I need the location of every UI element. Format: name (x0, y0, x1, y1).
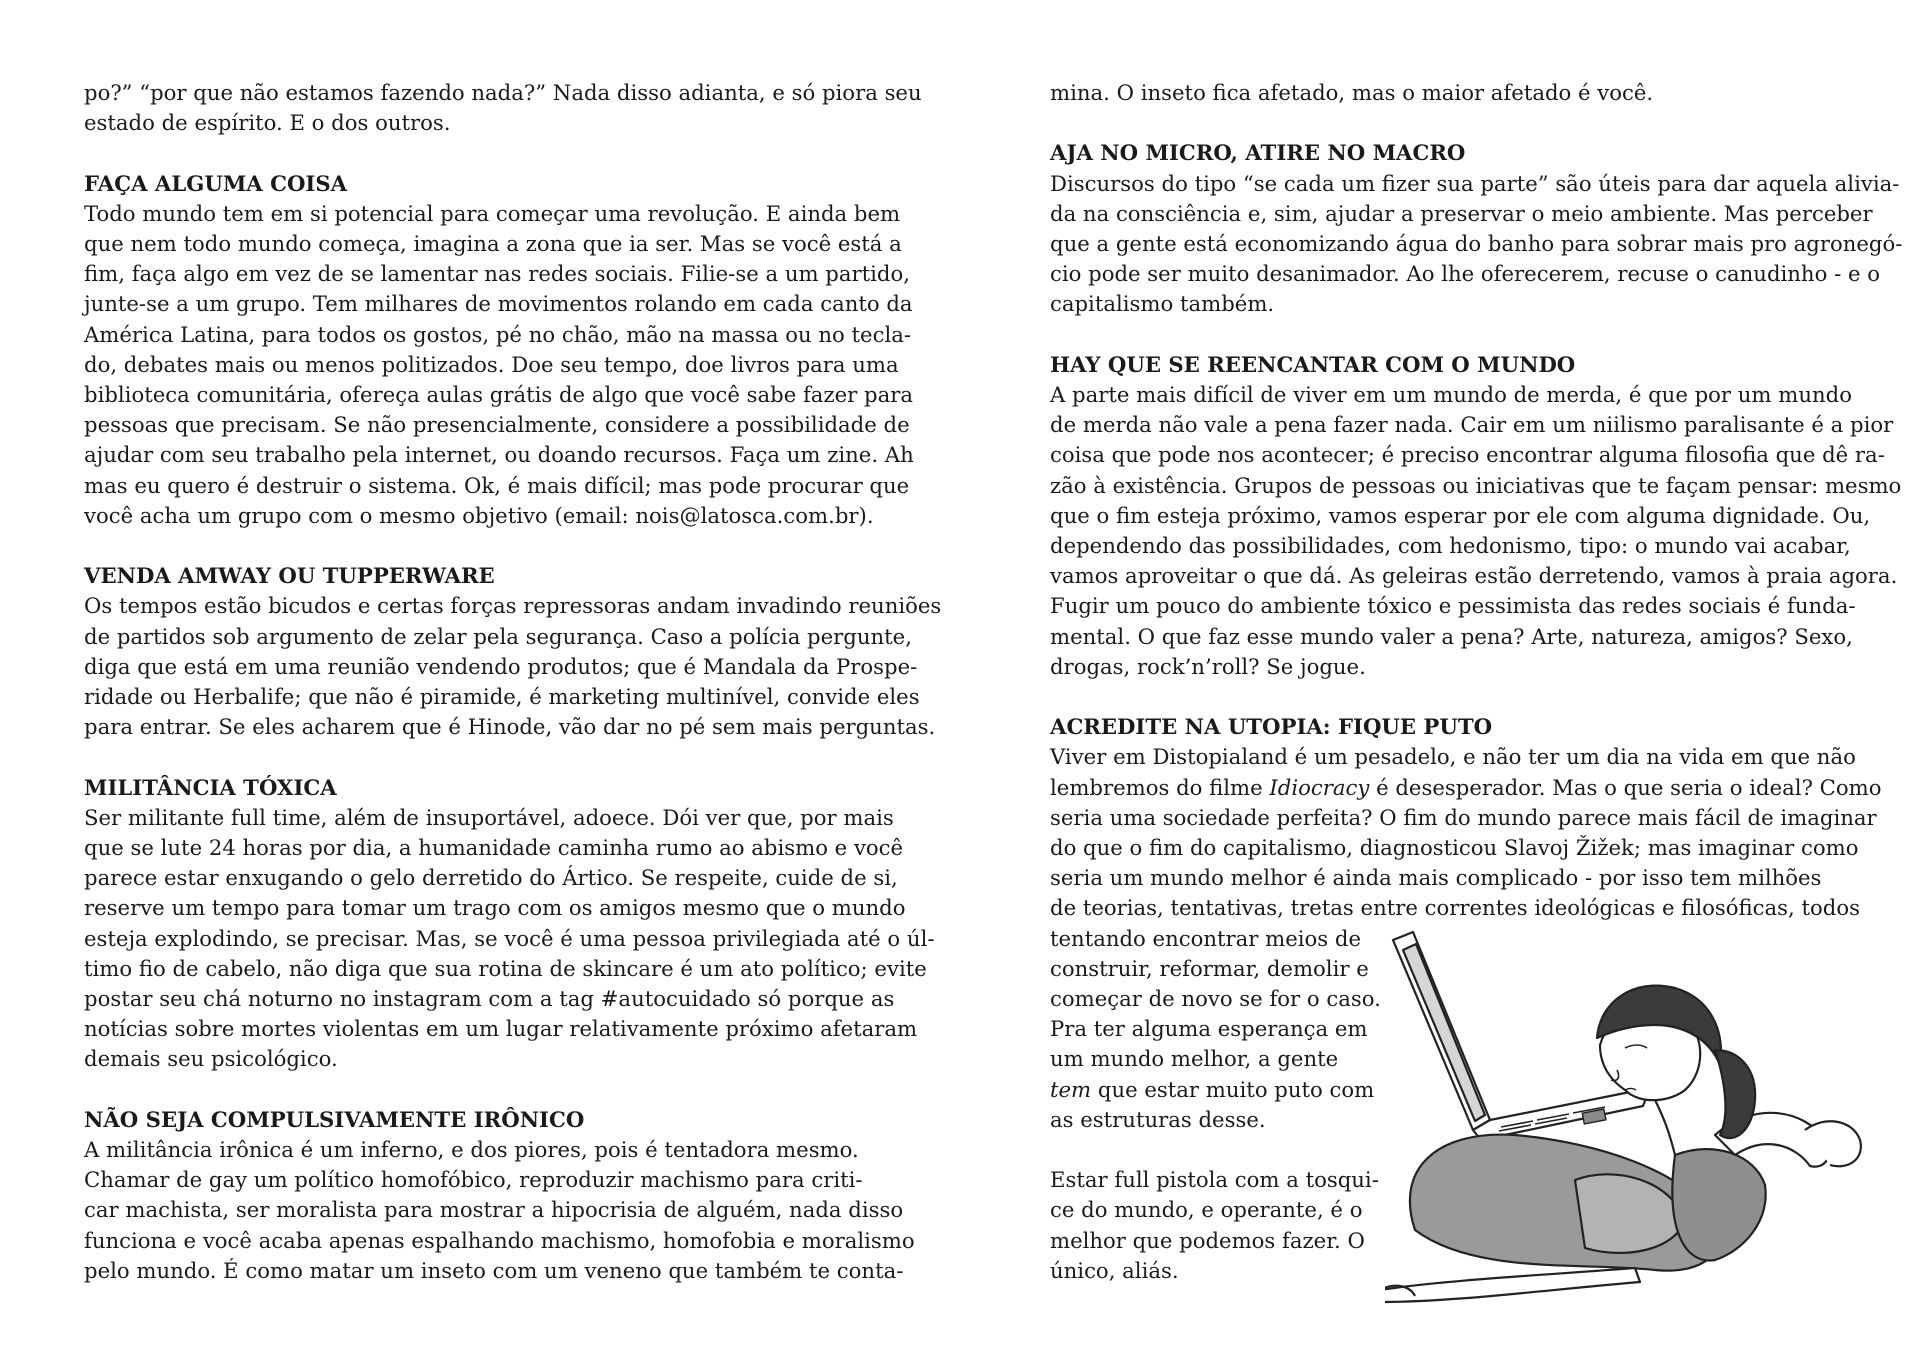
text-line: ajudar com seu trabalho pela internet, ou doando recursos. Faça um zine. Ah (84, 442, 914, 468)
text-line: seria uma sociedade perfeita? O fim do mundo parece mais fácil de imaginar (1050, 804, 1877, 830)
paragraph-gap (84, 138, 904, 168)
text-line: de merda não vale a pena fazer nada. Cair em um niilismo paralisante é a pior (1050, 412, 1894, 438)
text-line: Os tempos estão bicudos e certas forças repressoras andam invadindo reuniões (84, 593, 942, 619)
text-line: esteja explodindo, se precisar. Mas, se você é uma pessoa privilegiada até o úl- (84, 925, 935, 951)
text-line: cio pode ser muito desanimador. Ao lhe oferecerem, recuse o canudinho - e o (1050, 261, 1880, 287)
text-line: Ser militante full time, além de insuportável, adoece. Dói ver que, por mais (84, 804, 894, 830)
text-span: que estar muito puto com (1091, 1076, 1375, 1102)
text-line: que a gente está economizando água do banho para sobrar mais pro agronegó- (1050, 231, 1903, 256)
text-line: capitalismo também. (1050, 291, 1275, 317)
text-line: Pra ter alguma esperança em (1050, 1016, 1368, 1042)
section-heading: MILITÂNCIA TÓXICA (84, 774, 337, 800)
text-line: Fugir um pouco do ambiente tóxico e pessimista das redes sociais é funda- (1050, 593, 1856, 619)
text-line: notícias sobre mortes violentas em um lugar relativamente próximo afetaram (84, 1016, 918, 1042)
section-heading: ACREDITE NA UTOPIA: FIQUE PUTO (1050, 714, 1493, 740)
text-line: demais seu psicológico. (84, 1046, 338, 1072)
text-line: América Latina, para todos os gostos, pé no chão, mão na massa ou no tecla- (84, 321, 912, 347)
text-line: um mundo melhor, a gente (1050, 1046, 1339, 1072)
text-line: ridade ou Herbalife; que não é piramide, é marketing multinível, convide eles (84, 684, 920, 710)
paragraph-gap (1050, 108, 1860, 138)
text-line: Viver em Distopialand é um pesadelo, e não ter um dia na vida em que não (1050, 744, 1856, 770)
text-line: de partidos sob argumento de zelar pela segurança. Caso a polícia pergunte, (84, 623, 912, 649)
paragraph-gap (84, 531, 904, 561)
text-line: parece estar enxugando o gelo derretido do Ártico. Se respeite, cuide de si, (84, 865, 898, 891)
text-line: zão à existência. Grupos de pessoas ou iniciativas que te façam pensar: mesmo (1050, 472, 1902, 498)
text-line: começar de novo se for o caso. (1050, 986, 1381, 1012)
text-line: de teorias, tentativas, tretas entre correntes ideológicas e filosóficas, todos (1050, 895, 1860, 921)
text-line: A militância irônica é um inferno, e dos piores, pois é tentadora mesmo. (84, 1137, 859, 1163)
text-line: estado de espírito. E o dos outros. (84, 110, 451, 136)
text-line: reserve um tempo para tomar um trago com os amigos mesmo que o mundo (84, 895, 906, 921)
text-line: para entrar. Se eles acharem que é Hinode, vão dar no pé sem mais perguntas. (84, 714, 936, 740)
text-line (1050, 773, 1882, 803)
text-line: car machista, ser moralista para mostrar a hipocrisia de alguém, nada disso (84, 1197, 904, 1223)
text-line: do que o fim do capitalismo, diagnosticou Slavoj Žižek; mas imaginar como (1050, 835, 1859, 861)
text-span: lembremos do filme (1050, 774, 1270, 800)
text-line: que se lute 24 horas por dia, a humanidade caminha rumo ao abismo e você (84, 835, 904, 861)
section-heading: NÃO SEJA COMPULSIVAMENTE IRÔNICO (84, 1106, 585, 1132)
text-line: dependendo das possibilidades, com hedonismo, tipo: o mundo vai acabar, (1050, 533, 1851, 559)
figure-head (1597, 986, 1755, 1155)
text-line: junte-se a um grupo. Tem milhares de movimentos rolando em cada canto da (84, 291, 913, 317)
text-line: vamos aproveitar o que dá. As geleiras estão derretendo, vamos à praia agora. (1050, 563, 1898, 589)
text-line: Chamar de gay um político homofóbico, reproduzir machismo para criti- (84, 1167, 863, 1193)
text-line: construir, reformar, demolir e (1050, 955, 1369, 981)
text-line: Discursos do tipo “se cada um fizer sua parte” são úteis para dar aquela alivia- (1050, 170, 1900, 196)
paragraph-gap (1050, 320, 1860, 350)
text-line: Todo mundo tem em si potencial para começar uma revolução. E ainda bem (84, 200, 901, 226)
text-line: coisa que pode nos acontecer; é preciso encontrar alguma filosofia que dê ra- (1050, 442, 1885, 468)
text-line: mental. O que faz esse mundo valer a pena? Arte, natureza, amigos? Sexo, (1050, 623, 1853, 649)
text-line: funciona e você acaba apenas espalhando machismo, homofobia e moralismo (84, 1227, 915, 1253)
text-line: postar seu chá noturno no instagram com a tag #autocuidado só porque as (84, 986, 895, 1012)
text-line: pessoas que precisam. Se não presencialmente, considere a possibilidade de (84, 412, 910, 438)
figure-body (1385, 1113, 1861, 1302)
text-line: seria um mundo melhor é ainda mais complicado - por isso tem milhões (1050, 865, 1822, 891)
paragraph-gap (84, 1075, 904, 1105)
text-line: que nem todo mundo começa, imagina a zona que ia ser. Mas se você está a (84, 231, 902, 256)
text-line: pelo mundo. É como matar um inseto com um veneno que também te conta- (84, 1257, 904, 1283)
section-heading: HAY QUE SE REENCANTAR COM O MUNDO (1050, 351, 1576, 377)
text-line: diga que está em uma reunião vendendo produtos; que é Mandala da Prospe- (84, 653, 918, 679)
text-line: melhor que podemos fazer. O (1050, 1227, 1365, 1253)
text-line: as estruturas desse. (1050, 1106, 1266, 1132)
text-line: tentando encontrar meios de (1050, 925, 1362, 951)
text-line: drogas, rock’n’roll? Se jogue. (1050, 653, 1366, 679)
section-heading: VENDA AMWAY OU TUPPERWARE (84, 563, 495, 589)
text-line: Estar full pistola com a tosqui- (1050, 1167, 1379, 1193)
text-line: po?” “por que não estamos fazendo nada?” Nada disso adianta, e só piora seu (84, 80, 922, 105)
woman-laptop-illustration (1385, 930, 1905, 1320)
text-line: que o fim esteja próximo, vamos esperar por ele com alguma dignidade. Ou, (1050, 502, 1871, 528)
text-line: A parte mais difícil de viver em um mundo de merda, é que por um mundo (1050, 382, 1852, 407)
section-heading: AJA NO MICRO, ATIRE NO MACRO (1050, 140, 1466, 166)
text-line: mina. O inseto fica afetado, mas o maior afetado é você. (1050, 80, 1654, 105)
text-line: você acha um grupo com o mesmo objetivo (email: nois@latosca.com.br). (84, 502, 874, 528)
text-line: timo fio de cabelo, não diga que sua rotina de skincare é um ato político; evite (84, 955, 927, 981)
text-line: ce do mundo, e operante, é o (1050, 1197, 1363, 1223)
text-line: fim, faça algo em vez de se lamentar nas redes sociais. Filie-se a um partido, (84, 261, 910, 287)
paragraph-gap (1050, 682, 1860, 712)
paragraph-gap (84, 742, 904, 772)
section-heading: FAÇA ALGUMA COISA (84, 170, 348, 196)
italic-text: Idiocracy (1269, 774, 1370, 800)
text-line: único, aliás. (1050, 1257, 1179, 1283)
text-line: do, debates mais ou menos politizados. Doe seu tempo, doe livros para uma (84, 351, 899, 377)
text-line: mas eu quero é destruir o sistema. Ok, é mais difícil; mas pode procurar que (84, 472, 910, 498)
left-column (84, 78, 942, 1286)
text-line: da na consciência e, sim, ajudar a preservar o meio ambiente. Mas perceber (1050, 200, 1873, 226)
text-line: biblioteca comunitária, ofereça aulas grátis de algo que você sabe fazer para (84, 382, 913, 408)
text-span: é desesperador. Mas o que seria o ideal? Como (1369, 774, 1882, 800)
italic-text: tem (1050, 1076, 1092, 1102)
